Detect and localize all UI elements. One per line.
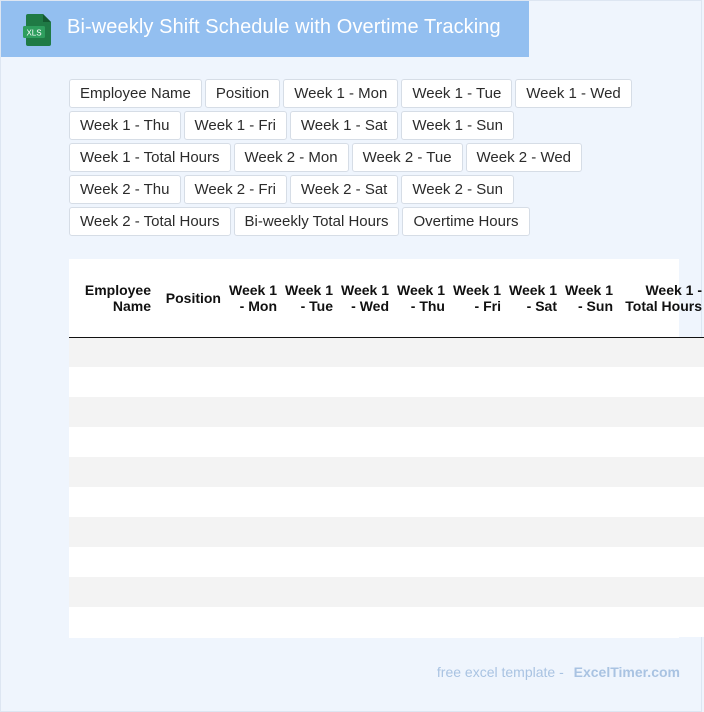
chip-week1-fri[interactable]: Week 1 - Fri	[184, 111, 287, 140]
table-cell[interactable]	[69, 397, 155, 427]
chip-week2-total-hours[interactable]: Week 2 - Total Hours	[69, 207, 231, 236]
table-cell[interactable]	[449, 397, 505, 427]
chip-week1-tue[interactable]: Week 1 - Tue	[401, 79, 512, 108]
table-cell[interactable]	[155, 367, 225, 397]
table-cell[interactable]	[561, 607, 617, 637]
table-cell[interactable]	[617, 607, 704, 637]
table-cell[interactable]	[337, 517, 393, 547]
table-cell[interactable]	[393, 367, 449, 397]
table-cell[interactable]	[337, 547, 393, 577]
column-header: Week 1 - Tue	[281, 259, 337, 337]
table-cell[interactable]	[281, 397, 337, 427]
table-cell[interactable]	[225, 367, 281, 397]
table-cell[interactable]	[505, 607, 561, 637]
table-row	[69, 487, 704, 517]
schedule-table	[69, 259, 704, 637]
chip-week2-tue[interactable]: Week 2 - Tue	[352, 143, 463, 172]
table-cell[interactable]	[561, 367, 617, 397]
chip-week2-sat[interactable]: Week 2 - Sat	[290, 175, 398, 204]
table-cell[interactable]	[225, 337, 281, 367]
table-cell[interactable]	[505, 487, 561, 517]
table-cell[interactable]	[337, 397, 393, 427]
column-header: Week 1 - Wed	[337, 259, 393, 337]
table-cell[interactable]	[337, 487, 393, 517]
table-cell[interactable]	[225, 577, 281, 607]
table-cell[interactable]	[155, 457, 225, 487]
chip-week1-wed[interactable]: Week 1 - Wed	[515, 79, 631, 108]
chip-biweekly-total-hours[interactable]: Bi-weekly Total Hours	[234, 207, 400, 236]
page-title: Bi-weekly Shift Schedule with Overtime Tracking	[67, 16, 501, 38]
table-cell[interactable]	[69, 487, 155, 517]
table-cell[interactable]	[69, 577, 155, 607]
table-cell[interactable]	[617, 517, 704, 547]
table-cell[interactable]	[393, 487, 449, 517]
table-cell[interactable]	[281, 457, 337, 487]
chip-week2-fri[interactable]: Week 2 - Fri	[184, 175, 287, 204]
chip-employee-name[interactable]: Employee Name	[69, 79, 202, 108]
table-cell[interactable]	[393, 577, 449, 607]
table-row	[69, 427, 704, 457]
page-header	[1, 1, 529, 57]
column-header: Week 1 - Total Hours	[617, 259, 704, 337]
table-cell[interactable]	[449, 427, 505, 457]
table-cell[interactable]	[449, 607, 505, 637]
table-cell[interactable]	[561, 547, 617, 577]
table-cell[interactable]	[617, 337, 704, 367]
table-cell[interactable]	[505, 397, 561, 427]
table-cell[interactable]	[561, 427, 617, 457]
table-cell[interactable]	[155, 517, 225, 547]
table-cell[interactable]	[393, 427, 449, 457]
column-header: Week 1 - Sun	[561, 259, 617, 337]
table-row	[69, 517, 704, 547]
chip-week1-mon[interactable]: Week 1 - Mon	[283, 79, 398, 108]
footer-brand-link[interactable]: ExcelTimer.com	[573, 664, 680, 680]
table-cell[interactable]	[505, 547, 561, 577]
table-cell[interactable]	[561, 457, 617, 487]
xls-file-icon	[23, 14, 51, 46]
table-cell[interactable]	[561, 517, 617, 547]
xls-icon-label: XLS	[26, 28, 42, 38]
table-cell[interactable]	[69, 547, 155, 577]
table-cell[interactable]	[155, 487, 225, 517]
table-cell[interactable]	[449, 367, 505, 397]
table-cell[interactable]	[225, 607, 281, 637]
column-header: Position	[155, 259, 225, 337]
table-cell[interactable]	[617, 427, 704, 457]
chip-overtime-hours[interactable]: Overtime Hours	[402, 207, 529, 236]
table-cell[interactable]	[225, 517, 281, 547]
table-cell[interactable]	[393, 337, 449, 367]
column-header: Week 1 - Fri	[449, 259, 505, 337]
table-cell[interactable]	[617, 577, 704, 607]
table-row	[69, 547, 704, 577]
table-cell[interactable]	[505, 517, 561, 547]
table-cell[interactable]	[561, 337, 617, 367]
table-cell[interactable]	[561, 397, 617, 427]
table-cell[interactable]	[505, 577, 561, 607]
table-cell[interactable]	[155, 427, 225, 457]
table-cell[interactable]	[561, 577, 617, 607]
footer	[437, 664, 680, 680]
table-cell[interactable]	[155, 577, 225, 607]
table-cell[interactable]	[337, 367, 393, 397]
table-cell[interactable]	[617, 487, 704, 517]
table-cell[interactable]	[281, 547, 337, 577]
table-cell[interactable]	[617, 457, 704, 487]
table-cell[interactable]	[281, 577, 337, 607]
table-cell[interactable]	[393, 547, 449, 577]
table-row	[69, 577, 704, 607]
chip-week2-thu[interactable]: Week 2 - Thu	[69, 175, 181, 204]
table-cell[interactable]	[225, 547, 281, 577]
table-row	[69, 607, 704, 637]
table-cell[interactable]	[617, 367, 704, 397]
table-cell[interactable]	[225, 457, 281, 487]
footer-text: free excel template -	[436, 664, 564, 680]
chip-week2-wed[interactable]: Week 2 - Wed	[466, 143, 582, 172]
chip-week2-mon[interactable]: Week 2 - Mon	[234, 143, 349, 172]
column-header: Week 1 - Thu	[393, 259, 449, 337]
column-header: Week 1 - Sat	[505, 259, 561, 337]
chip-week1-sat[interactable]: Week 1 - Sat	[290, 111, 398, 140]
table-cell[interactable]	[69, 517, 155, 547]
table-cell[interactable]	[155, 607, 225, 637]
table-cell[interactable]	[505, 367, 561, 397]
table-cell[interactable]	[281, 367, 337, 397]
table-cell[interactable]	[225, 487, 281, 517]
table-cell[interactable]	[281, 487, 337, 517]
table-cell[interactable]	[449, 547, 505, 577]
table-cell[interactable]	[155, 397, 225, 427]
table-cell[interactable]	[155, 547, 225, 577]
table-cell[interactable]	[617, 397, 704, 427]
table-cell[interactable]	[281, 337, 337, 367]
table-cell[interactable]	[617, 547, 704, 577]
table-row	[69, 367, 704, 397]
table-body	[69, 337, 704, 637]
table-cell[interactable]	[449, 577, 505, 607]
column-chip-list	[69, 79, 669, 236]
table-cell[interactable]	[337, 427, 393, 457]
chip-week1-total-hours[interactable]: Week 1 - Total Hours	[69, 143, 231, 172]
table-cell[interactable]	[69, 337, 155, 367]
table-row	[69, 457, 704, 487]
table-cell[interactable]	[449, 457, 505, 487]
table-cell[interactable]	[281, 517, 337, 547]
table-cell[interactable]	[69, 367, 155, 397]
table-cell[interactable]	[281, 607, 337, 637]
table-cell[interactable]	[449, 337, 505, 367]
table-cell[interactable]	[225, 427, 281, 457]
table-cell[interactable]	[281, 427, 337, 457]
table-cell[interactable]	[155, 337, 225, 367]
column-header: Employee Name	[69, 259, 155, 337]
table-cell[interactable]	[505, 337, 561, 367]
chip-week1-sun[interactable]: Week 1 - Sun	[401, 111, 514, 140]
table-cell[interactable]	[69, 607, 155, 637]
table-cell[interactable]	[337, 337, 393, 367]
table-cell[interactable]	[393, 457, 449, 487]
table-cell[interactable]	[393, 517, 449, 547]
table-cell[interactable]	[337, 607, 393, 637]
table-cell[interactable]	[393, 607, 449, 637]
table-cell[interactable]	[393, 397, 449, 427]
table-cell[interactable]	[561, 487, 617, 517]
table-cell[interactable]	[69, 457, 155, 487]
table-header-row	[69, 259, 704, 337]
table-row	[69, 397, 704, 427]
table-cell[interactable]	[69, 427, 155, 457]
table-row	[69, 337, 704, 367]
table-cell[interactable]	[505, 427, 561, 457]
chip-week1-thu[interactable]: Week 1 - Thu	[69, 111, 181, 140]
schedule-table-container	[69, 259, 702, 638]
column-header: Week 1 - Mon	[225, 259, 281, 337]
table-cell[interactable]	[337, 577, 393, 607]
chip-week2-sun[interactable]: Week 2 - Sun	[401, 175, 514, 204]
chip-position[interactable]: Position	[205, 79, 280, 108]
table-cell[interactable]	[505, 457, 561, 487]
table-cell[interactable]	[449, 517, 505, 547]
table-cell[interactable]	[449, 487, 505, 517]
table-cell[interactable]	[225, 397, 281, 427]
table-cell[interactable]	[337, 457, 393, 487]
